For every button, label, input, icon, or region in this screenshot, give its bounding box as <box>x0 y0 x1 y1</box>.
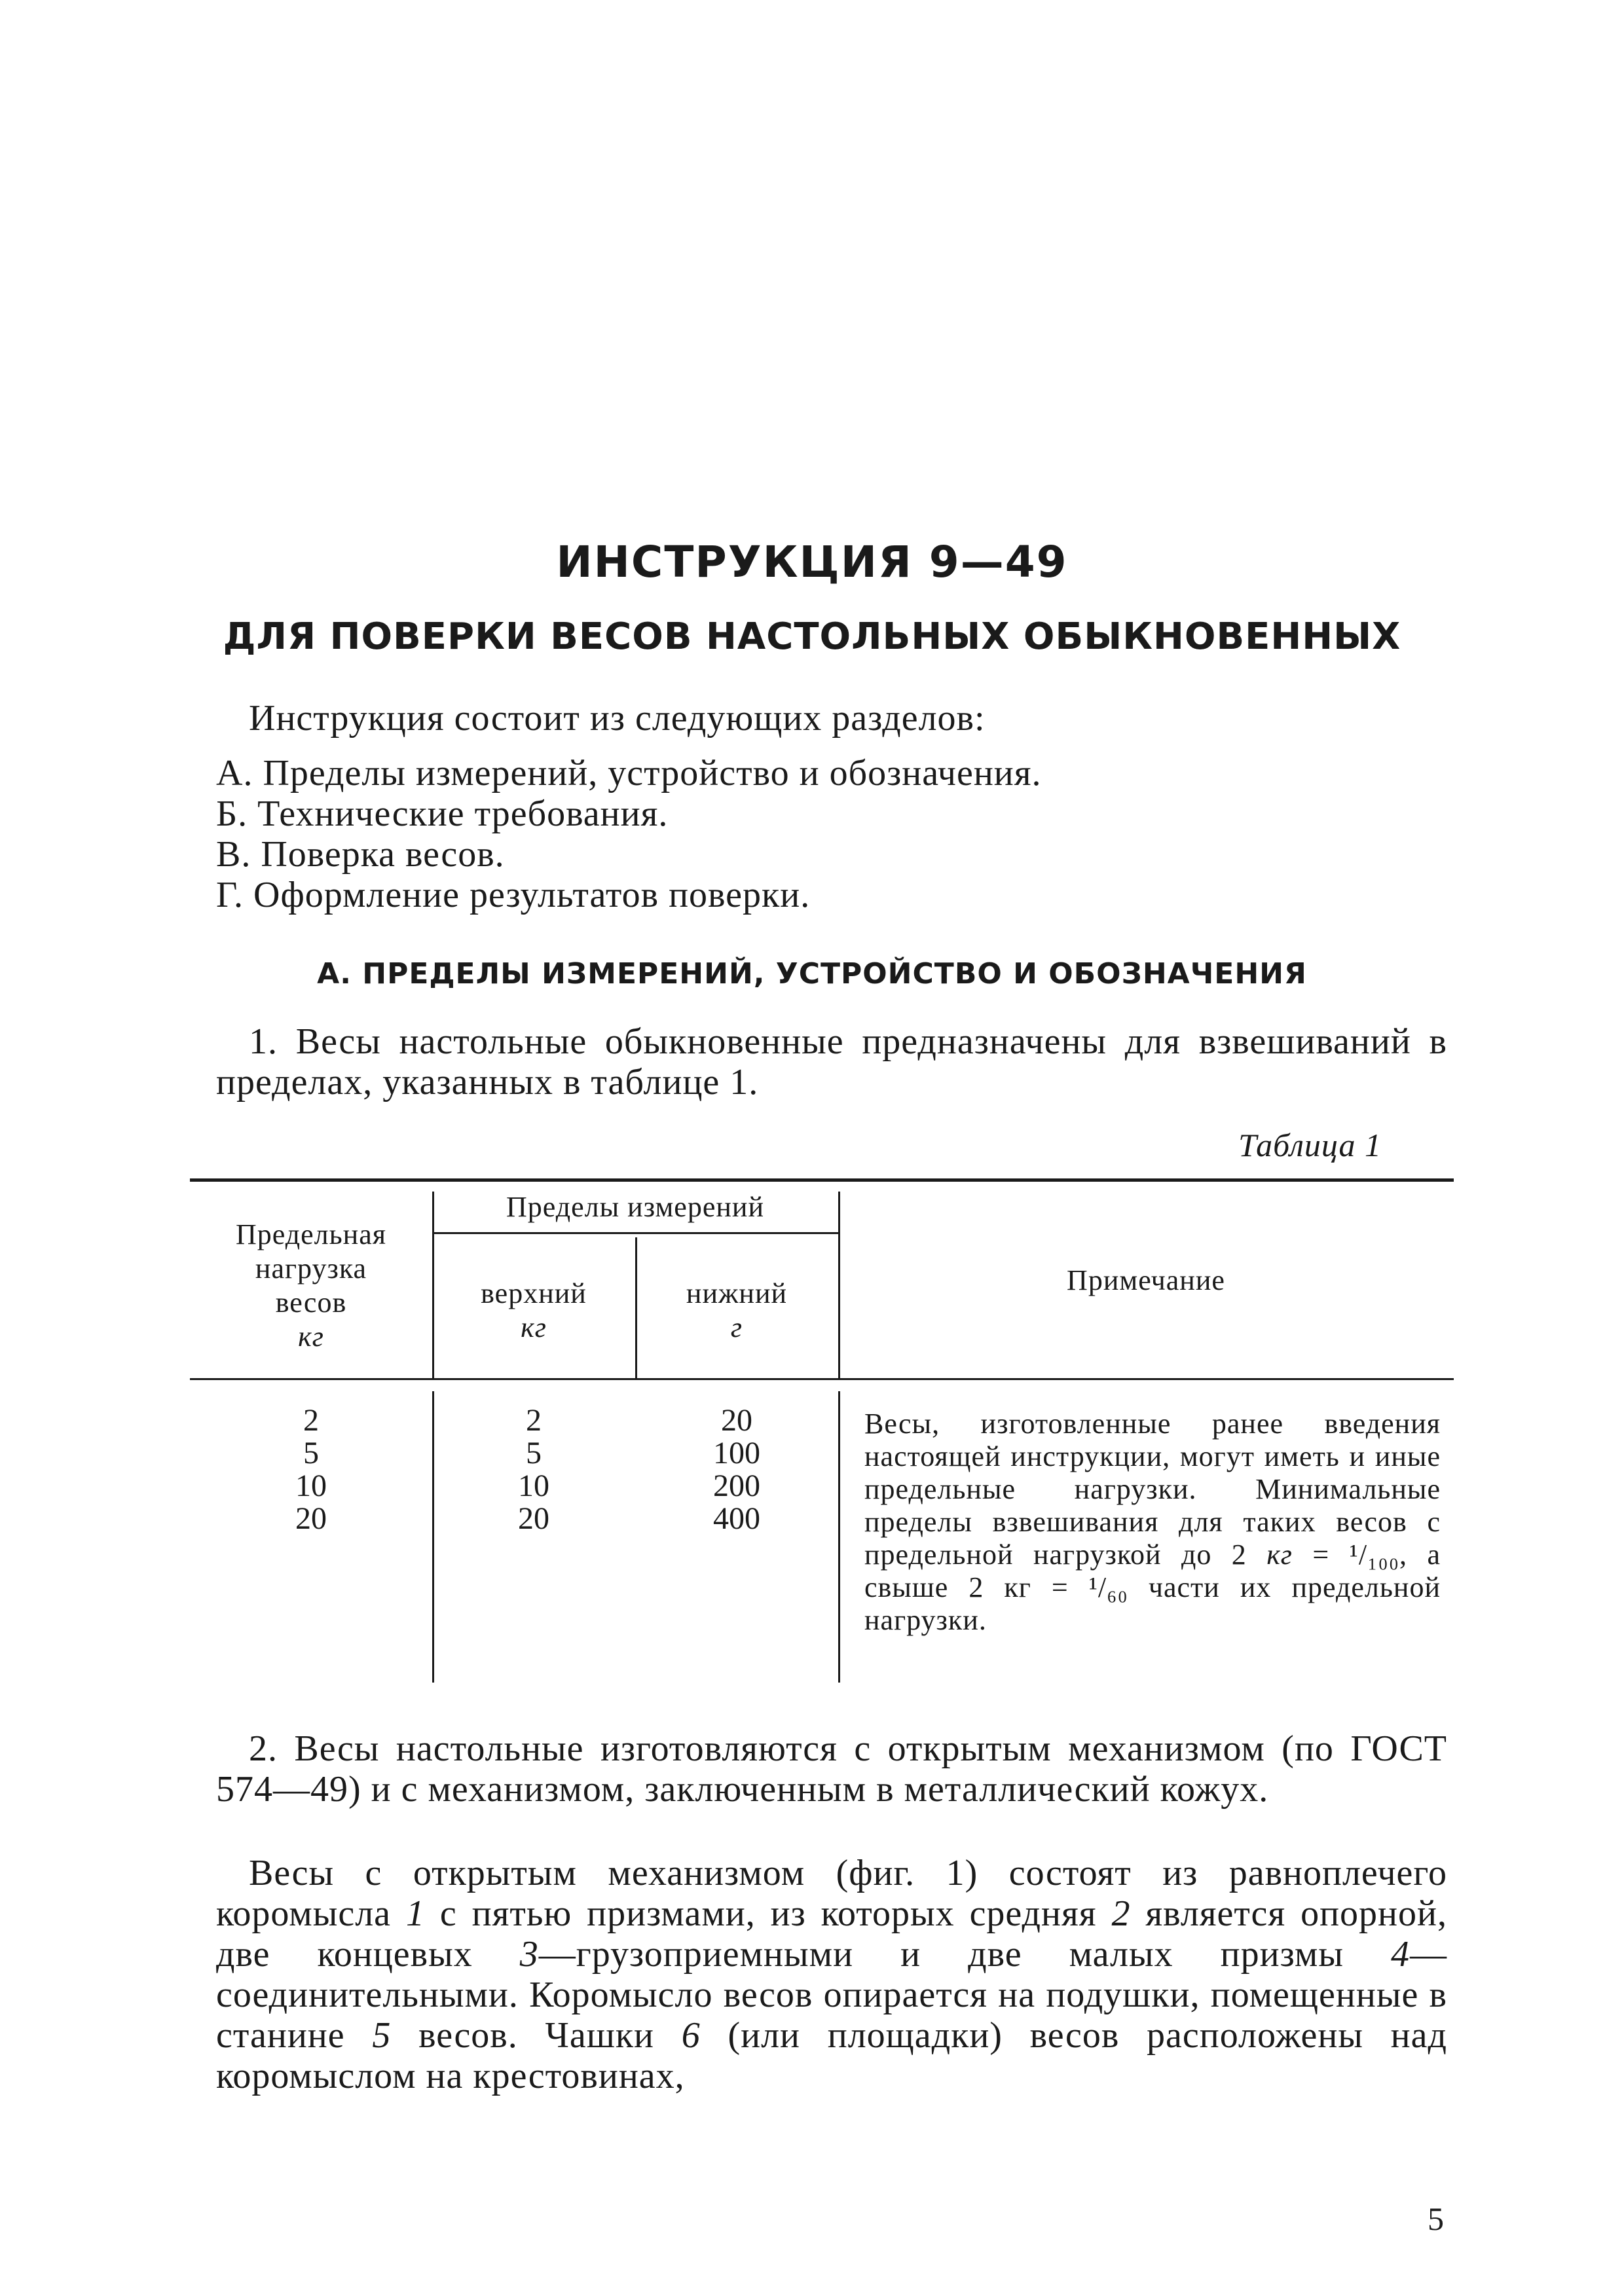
table-header-rule <box>190 1378 1454 1380</box>
intro-text: Инструкция состоит из следующих разделов: <box>249 698 986 738</box>
paragraph-3-text: весов. Чашки <box>391 2015 682 2056</box>
table-divider <box>838 1391 840 1683</box>
paragraph-3 <box>216 1853 1447 2096</box>
page-title: ИНСТРУКЦИЯ 9—49 <box>556 537 1068 587</box>
col-header-line: верхний <box>481 1277 587 1309</box>
col-header-unit: кг <box>298 1321 324 1353</box>
paragraph-3-text: (или площадки) весов расположены над коромыслом на крестовинах, <box>216 2015 1447 2096</box>
paragraph-2 <box>216 1728 1447 1810</box>
table-cell: 2 <box>303 1403 319 1438</box>
section-list <box>216 753 1042 915</box>
section-list-item: В. Поверка весов. <box>216 834 505 875</box>
section-list-item: А. Пределы измерений, устройство и обозначения. <box>216 753 1042 793</box>
section-list-item: Г. Оформление результатов поверки. <box>216 875 811 915</box>
col-header-note: Примечание <box>1067 1264 1225 1296</box>
group-header-limits: Пределы измерений <box>506 1191 764 1223</box>
table-caption: Таблица 1 <box>1238 1127 1382 1163</box>
figure-ref: 6 <box>681 2015 701 2056</box>
table-cell: 10 <box>518 1468 549 1503</box>
figure-ref: 4 <box>1391 1934 1410 1975</box>
col-header-unit: г <box>730 1311 743 1343</box>
table-cell: 20 <box>295 1501 327 1536</box>
table-cell: 20 <box>518 1501 549 1536</box>
paragraph-3-text: Весы с открытым механизмом (фиг. 1) состоят из равноплечего коромысла <box>216 1853 1447 1934</box>
table-cell: 2 <box>526 1403 542 1438</box>
table-cell: 20 <box>721 1403 752 1438</box>
col-header-line: нижний <box>686 1277 788 1309</box>
table-cell: 5 <box>303 1436 319 1470</box>
col-header-line: нагрузка <box>255 1252 367 1285</box>
table-cell: 5 <box>526 1436 542 1470</box>
table-cell: 400 <box>713 1501 760 1536</box>
note-text: Весы, изготовленные ранее введения настоящей инструкции, могут иметь и иные предельные нагрузки. Минимальные пределы взвешивания для таких весов с предельной нагрузкой до 2 <box>864 1408 1441 1571</box>
section-a-heading: А. ПРЕДЕЛЫ ИЗМЕРЕНИЙ, УСТРОЙСТВО И ОБОЗНАЧЕНИЯ <box>317 957 1307 991</box>
limits-table <box>190 1178 1454 1689</box>
table-cell: 10 <box>295 1468 327 1503</box>
paragraph-3-text: с пятью призмами, из которых средняя <box>424 1893 1112 1934</box>
paragraph-1-text: 1. Весы настольные обыкновенные предназначены для взвешиваний в пределах, указанных в таблице 1. <box>216 1021 1447 1102</box>
paragraph-1 <box>216 1021 1447 1102</box>
col-header-line: весов <box>275 1286 347 1319</box>
paragraph-3-text: является опорной, две концевых <box>216 1893 1447 1975</box>
col-load-values <box>190 1404 432 1535</box>
col-header-line: Предельная <box>236 1218 386 1250</box>
paragraph-3-text: —соединительными. Коромысло весов опирается на подушки, помещенные в станине <box>216 1934 1447 2056</box>
col-header-unit: кг <box>521 1311 547 1343</box>
col-lower-values <box>635 1404 838 1535</box>
col-header-lower <box>635 1277 838 1345</box>
col-header-upper <box>432 1277 635 1345</box>
table-top-rule <box>190 1178 1454 1182</box>
figure-ref: 1 <box>405 1893 425 1934</box>
col-header-load <box>190 1218 432 1354</box>
paragraph-3-text: —грузоприемными и две малых призмы <box>538 1934 1391 1975</box>
figure-ref: 5 <box>372 2015 392 2056</box>
figure-ref: 3 <box>519 1934 539 1975</box>
figure-ref: 2 <box>1111 1893 1131 1934</box>
section-list-item: Б. Технические требования. <box>216 793 669 834</box>
paragraph-2-text: 2. Весы настольные изготовляются с открытым механизмом (по ГОСТ 574—49) и с механизмом, заключенным в металлический кожух. <box>216 1728 1447 1810</box>
note-unit: кг <box>1266 1539 1293 1571</box>
col-upper-values <box>432 1404 635 1535</box>
table-cell: 200 <box>713 1468 760 1503</box>
table-note <box>864 1408 1441 1637</box>
note-text: = ¹/₁₀₀, а свыше 2 кг = ¹/₆₀ части их предельной нагрузки. <box>864 1539 1441 1636</box>
table-cell: 100 <box>713 1436 760 1470</box>
page-number: 5 <box>1428 2200 1444 2237</box>
page-subtitle: ДЛЯ ПОВЕРКИ ВЕСОВ НАСТОЛЬНЫХ ОБЫКНОВЕННЫХ <box>223 615 1401 658</box>
group-header-rule <box>432 1232 838 1234</box>
